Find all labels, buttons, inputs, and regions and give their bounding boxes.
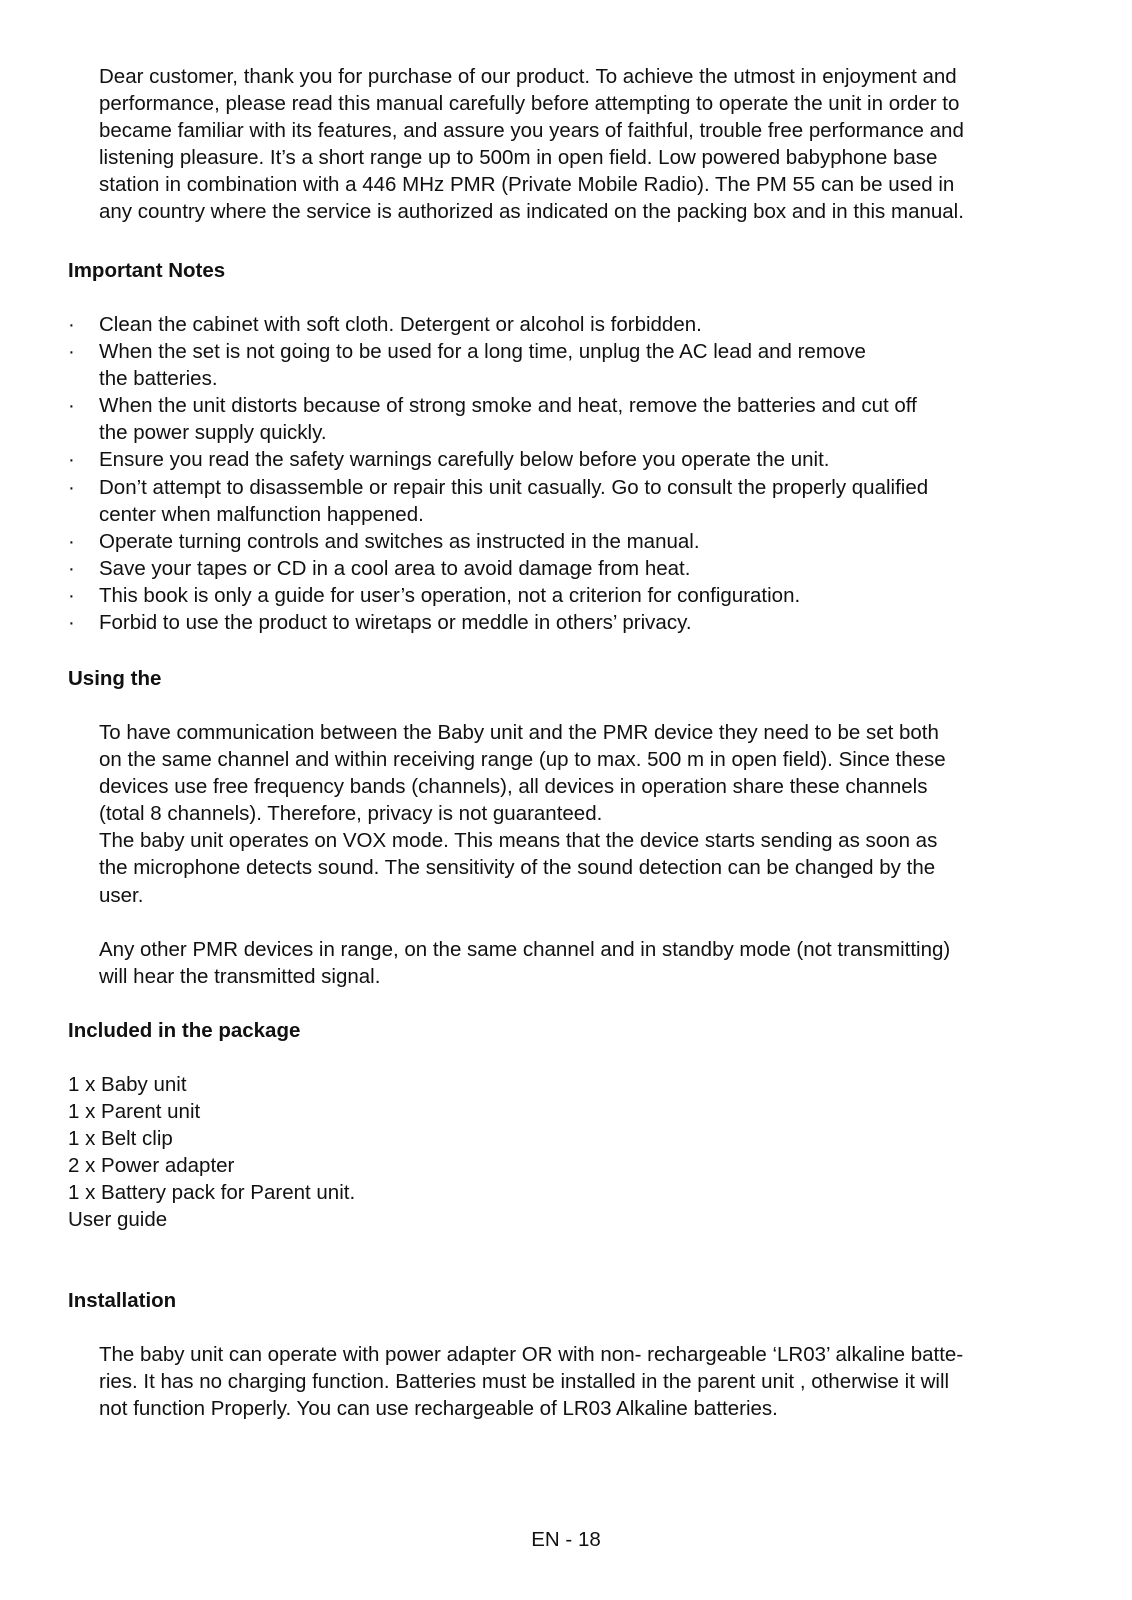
intro-line: station in combination with a 446 MHz PMR (Private Mobile Radio). The PM 55 can be used in (99, 173, 955, 197)
intro-line: performance, please read this manual carefully before attempting to operate the unit in order to (99, 92, 960, 116)
list-item (68, 392, 928, 446)
using-line: will hear the transmitted signal. (99, 965, 381, 989)
list-item (68, 338, 928, 392)
list-item: 1 x Baby unit (68, 1073, 187, 1096)
note-line: Forbid to use the product to wiretaps or meddle in others’ privacy. (99, 611, 692, 635)
package-heading: Included in the package (68, 1019, 301, 1042)
list-item (68, 474, 928, 528)
note-line: center when malfunction happened. (99, 502, 424, 526)
installation-line: The baby unit can operate with power adapter OR with non- rechargeable ‘LR03’ alkaline batte- (99, 1343, 964, 1366)
note-line: When the set is not going to be used for a long time, unplug the AC lead and remove (99, 340, 866, 364)
bullet-icon: · (68, 448, 75, 472)
using-line: on the same channel and within receiving range (up to max. 500 m in open field). Since these (99, 748, 946, 772)
note-line: When the unit distorts because of strong smoke and heat, remove the batteries and cut off (99, 394, 917, 418)
installation-paragraph (99, 1341, 963, 1422)
list-item: 1 x Battery pack for Parent unit. (68, 1181, 356, 1205)
installation-line: not function Properly. You can use rechargeable of LR03 Alkaline batteries. (99, 1397, 778, 1421)
list-item (68, 555, 928, 582)
bullet-icon: · (68, 611, 75, 635)
list-item (68, 609, 928, 636)
using-paragraph-2 (99, 936, 950, 990)
note-line: Clean the cabinet with soft cloth. Detergent or alcohol is forbidden. (99, 313, 702, 336)
bullet-icon: · (68, 556, 75, 580)
list-item (68, 582, 928, 609)
using-line: To have communication between the Baby unit and the PMR device they need to be set both (99, 721, 939, 744)
installation-heading: Installation (68, 1289, 177, 1312)
intro-paragraph (99, 63, 964, 226)
note-line: This book is only a guide for user’s operation, not a criterion for configuration. (99, 583, 801, 607)
important-notes-heading: Important Notes (68, 259, 226, 282)
bullet-icon: · (68, 313, 75, 336)
using-line: Any other PMR devices in range, on the same channel and in standby mode (not transmitting) (99, 938, 951, 961)
note-line: Don’t attempt to disassemble or repair this unit casually. Go to consult the properly qualified (99, 475, 929, 499)
package-list (68, 1071, 355, 1234)
using-line: user. (99, 883, 144, 907)
list-item: 1 x Parent unit (68, 1100, 201, 1124)
intro-line: listening pleasure. It’s a short range up to 500m in open field. Low powered babyphone base (99, 146, 938, 170)
note-line: the batteries. (99, 367, 218, 391)
using-heading: Using the (68, 667, 162, 690)
list-item (68, 528, 928, 555)
using-paragraph-1 (99, 719, 946, 909)
list-item (68, 311, 928, 338)
note-line: the power supply quickly. (99, 421, 327, 445)
intro-line: Dear customer, thank you for purchase of our product. To achieve the utmost in enjoyment and (99, 65, 957, 88)
using-line: devices use free frequency bands (channels), all devices in operation share these channels (99, 775, 928, 799)
note-line: Ensure you read the safety warnings carefully below before you operate the unit. (99, 448, 830, 472)
bullet-icon: · (68, 394, 75, 418)
note-line: Operate turning controls and switches as instructed in the manual. (99, 529, 700, 553)
bullet-icon: · (68, 340, 75, 364)
note-line: Save your tapes or CD in a cool area to avoid damage from heat. (99, 556, 691, 580)
bullet-icon: · (68, 583, 75, 607)
using-line: (total 8 channels). Therefore, privacy is not guaranteed. (99, 802, 603, 826)
bullet-icon: · (68, 529, 75, 553)
important-notes-list (68, 311, 928, 636)
list-item: User guide (68, 1208, 168, 1232)
bullet-icon: · (68, 475, 75, 499)
installation-line: ries. It has no charging function. Batteries must be installed in the parent unit , otherwise it will (99, 1370, 950, 1394)
list-item (68, 446, 928, 473)
intro-line: became familiar with its features, and assure you years of faithful, trouble free performance and (99, 119, 964, 143)
list-item: 2 x Power adapter (68, 1154, 235, 1178)
using-line: the microphone detects sound. The sensitivity of the sound detection can be changed by the (99, 856, 936, 880)
page-number: EN - 18 (531, 1528, 601, 1551)
intro-line: any country where the service is authorized as indicated on the packing box and in this manual. (99, 200, 964, 224)
using-line: The baby unit operates on VOX mode. This means that the device starts sending as soon as (99, 829, 938, 853)
list-item: 1 x Belt clip (68, 1127, 173, 1151)
